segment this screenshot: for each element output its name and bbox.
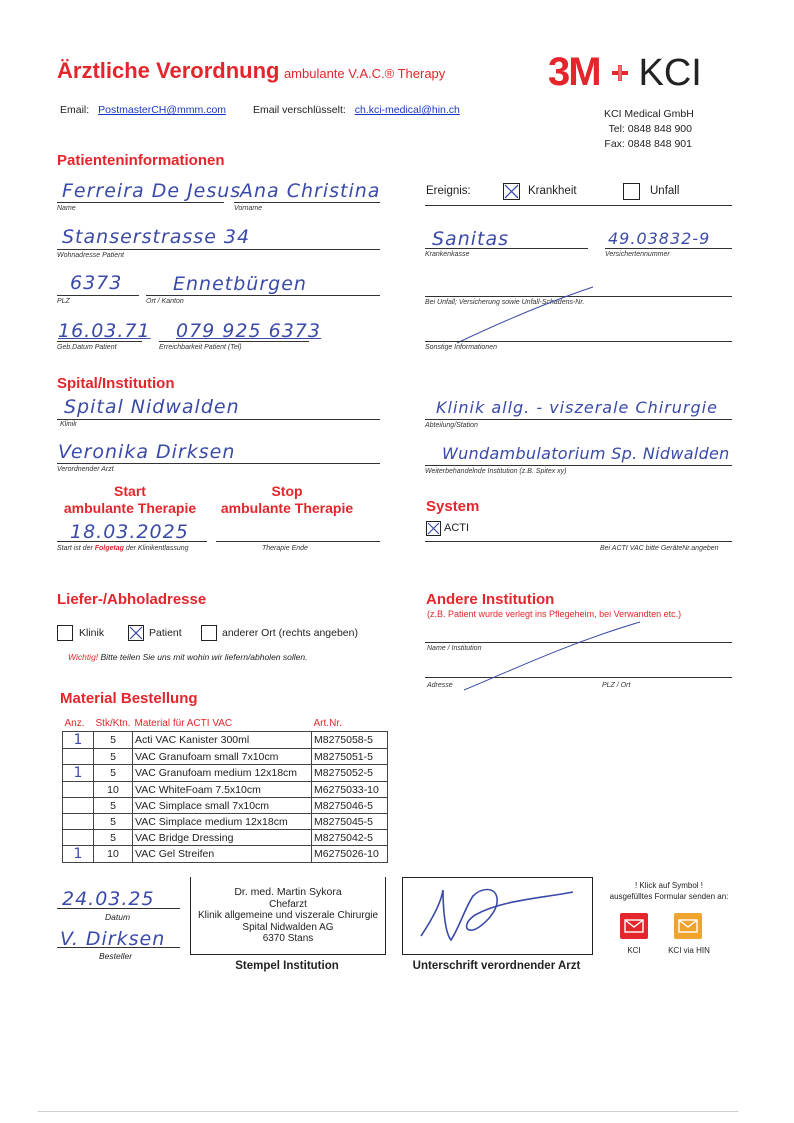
table-row	[63, 798, 388, 814]
patient-ort-value: Ennetbürgen	[173, 273, 307, 295]
row-stk: 5	[94, 765, 133, 782]
stop-therapie-title	[216, 483, 358, 517]
row-anz[interactable]	[63, 782, 94, 798]
envelope-icon	[620, 913, 648, 939]
row-material: VAC Granufoam small 7x10cm	[133, 749, 312, 765]
strike-through-line	[455, 285, 595, 345]
table-row	[63, 846, 388, 863]
liefer-note	[68, 652, 307, 662]
klinik-label: Klinik	[60, 421, 77, 428]
table-row	[63, 830, 388, 846]
stamp-line: 6370 Stans	[262, 933, 314, 944]
row-material: VAC Gel Streifen	[133, 846, 312, 863]
page-title	[57, 58, 445, 84]
check-mark-icon	[504, 184, 519, 199]
verordnender-arzt-label: Verordnender Arzt	[57, 466, 114, 473]
unfall-label: Unfall	[650, 185, 680, 197]
liefer-section-title: Liefer-/Abholadresse	[57, 591, 207, 608]
row-anz[interactable]: 1	[63, 765, 94, 782]
patient-tel-value: 079 925 6373	[176, 320, 321, 342]
stamp-line: Chefarzt	[269, 898, 307, 910]
unfall-checkbox[interactable]	[623, 183, 640, 200]
patient-dob-value: 16.03.71	[58, 320, 151, 342]
header-stk: Stk/Ktn.	[94, 716, 133, 732]
email-link[interactable]: PostmasterCH@mmm.com	[98, 104, 227, 116]
row-stk: 5	[94, 749, 133, 765]
abteilung-value: Klinik allg. - viszerale Chirurgie	[436, 398, 718, 417]
mail-hin-icon[interactable]	[674, 913, 702, 939]
row-stk: 10	[94, 846, 133, 863]
liefer-anderer-label: anderer Ort (rechts angeben)	[222, 627, 358, 639]
stamp-box	[190, 877, 386, 955]
logo-kci: KCI	[638, 52, 702, 94]
table-row	[63, 765, 388, 782]
bottom-rule	[38, 1111, 738, 1112]
patient-section-title: Patienteninformationen	[57, 152, 225, 169]
acti-label: ACTI	[444, 522, 470, 534]
table-row	[63, 814, 388, 830]
check-mark-icon	[129, 626, 143, 640]
liefer-patient-checkbox[interactable]	[128, 625, 144, 641]
liefer-klinik-label: Klinik	[79, 627, 105, 639]
row-material: VAC Bridge Dressing	[133, 830, 312, 846]
email-row	[60, 104, 226, 116]
stop-title-line1: Stop	[271, 483, 303, 499]
row-stk: 10	[94, 782, 133, 798]
klinik-value: Spital Nidwalden	[64, 396, 240, 418]
row-material: VAC WhiteFoam 7.5x10cm	[133, 782, 312, 798]
row-anz[interactable]	[63, 830, 94, 846]
table-row	[63, 749, 388, 765]
email-enc-row	[253, 104, 460, 116]
stop-title-line2: ambulante Therapie	[220, 500, 354, 516]
row-artnr: M8275052-5	[312, 765, 388, 782]
verordnender-arzt-value: Veronika Dirksen	[58, 441, 236, 463]
signature-box[interactable]	[402, 877, 593, 955]
logo-3m: 3M	[548, 50, 600, 94]
acti-checkbox[interactable]	[426, 521, 441, 536]
versichertennummer-value: 49.03832-9	[608, 229, 711, 248]
patient-plz-value: 6373	[70, 272, 123, 294]
ereignis-row	[426, 185, 471, 197]
stamp-text	[191, 877, 385, 945]
header-material: Material für ACTI VAC	[133, 716, 312, 732]
stamp-line: Dr. med. Martin Sykora	[234, 886, 342, 898]
row-artnr: M8275046-5	[312, 798, 388, 814]
row-anz[interactable]: 1	[63, 732, 94, 749]
start-caption-a: Start ist der	[57, 545, 95, 552]
patient-name-label: Name	[57, 205, 76, 212]
form-title: Ärztliche Verordnung	[57, 58, 280, 83]
besteller-value: V. Dirksen	[60, 928, 166, 950]
check-mark-icon	[427, 522, 440, 535]
strike-through-line	[462, 620, 642, 692]
row-artnr: M8275042-5	[312, 830, 388, 846]
system-caption: Bei ACTI VAC bitte GeräteNr.angeben	[600, 545, 719, 552]
start-caption-c: der Klinikentlassung	[123, 545, 189, 552]
liefer-anderer-checkbox[interactable]	[201, 625, 217, 641]
start-title-line1: Start	[114, 483, 146, 499]
email-enc-label: Email verschlüsselt:	[253, 104, 346, 116]
krankheit-checkbox[interactable]	[503, 183, 520, 200]
patient-address-label: Wohnadresse Patient	[57, 252, 124, 259]
krankenkasse-value: Sanitas	[432, 228, 510, 250]
row-material: VAC Granufoam medium 12x18cm	[133, 765, 312, 782]
row-artnr: M6275033-10	[312, 782, 388, 798]
andere-subtitle: (z.B. Patient wurde verlegt ins Pflegeheim, bei Verwandten etc.)	[427, 609, 682, 619]
row-material: Acti VAC Kanister 300ml	[133, 732, 312, 749]
start-therapie-title	[60, 483, 200, 517]
patient-dob-label: Geb.Datum Patient	[57, 344, 117, 351]
row-anz[interactable]: 1	[63, 846, 94, 863]
patient-address-value: Stanserstrasse 34	[62, 226, 251, 248]
row-artnr: M8275051-5	[312, 749, 388, 765]
material-table	[62, 716, 388, 863]
datum-value: 24.03.25	[62, 888, 155, 910]
abteilung-label: Abteilung/Station	[425, 422, 478, 429]
patient-tel-label: Erreichbarkeit Patient (Tel)	[159, 344, 242, 351]
ereignis-label: Ereignis:	[426, 185, 471, 197]
row-artnr: M6275026-10	[312, 846, 388, 863]
andere-adresse-label: Adresse	[427, 682, 453, 689]
patient-plz-label: PLZ	[57, 298, 70, 305]
versichertennummer-label: Versichertennummer	[605, 251, 670, 258]
signature-label: Unterschrift verordnender Arzt	[412, 960, 581, 972]
datum-label: Datum	[105, 912, 131, 922]
send-instructions	[598, 880, 740, 902]
envelope-icon	[674, 913, 702, 939]
besteller-label: Besteller	[99, 951, 133, 961]
stamp-line: Spital Nidwalden AG	[242, 921, 334, 933]
start-title-line2: ambulante Therapie	[63, 500, 197, 516]
liefer-patient-label: Patient	[149, 627, 182, 639]
email-enc-link[interactable]: ch.kci-medical@hin.ch	[354, 104, 460, 116]
logo-3m-kci	[548, 50, 702, 96]
krankheit-label: Krankheit	[528, 185, 577, 197]
unfall-versicherung-label: Bei Unfall; Versicherung sowie Unfall-Schadens-Nr.	[425, 299, 585, 306]
start-caption	[57, 545, 189, 552]
start-date-value: 18.03.2025	[70, 521, 189, 543]
stamp-line: Klinik allgemeine und viszerale Chirurgie	[197, 910, 379, 921]
material-section-title: Material Bestellung	[60, 690, 198, 707]
signature-drawing	[403, 878, 592, 954]
row-anz[interactable]	[63, 798, 94, 814]
row-anz[interactable]	[63, 814, 94, 830]
liefer-klinik-checkbox[interactable]	[57, 625, 73, 641]
send-line2: ausgefülltes Formular senden an:	[609, 892, 729, 901]
material-table-header	[63, 716, 388, 732]
send-line1: ! Klick auf Symbol !	[634, 881, 704, 890]
stop-caption: Therapie Ende	[262, 545, 308, 552]
andere-section-title: Andere Institution	[426, 591, 555, 608]
patient-ort-label: Ort / Kanton	[146, 298, 184, 305]
row-anz[interactable]	[63, 749, 94, 765]
weiterbehandelnde-value: Wundambulatorium Sp. Nidwalden	[442, 444, 730, 463]
stamp-label: Stempel Institution	[235, 960, 339, 972]
company-name: KCI Medical GmbH	[604, 108, 694, 120]
row-stk: 5	[94, 830, 133, 846]
spital-section-title: Spital/Institution	[57, 375, 175, 392]
row-material: VAC Simplace small 7x10cm	[133, 798, 312, 814]
row-artnr: M8275045-5	[312, 814, 388, 830]
row-artnr: M8275058-5	[312, 732, 388, 749]
plus-icon	[612, 65, 628, 86]
row-stk: 5	[94, 732, 133, 749]
system-section-title: System	[426, 498, 480, 515]
start-caption-b: Folgetag	[94, 545, 124, 552]
kci-label: KCI	[627, 946, 641, 955]
sonstige-label: Sonstige Informationen	[425, 344, 497, 351]
patient-vorname-value: Ana Christina	[240, 180, 381, 202]
table-row	[63, 732, 388, 749]
company-fax: Fax: 0848 848 901	[604, 138, 692, 150]
weiterbehandelnde-label: Weiterbehandelnde Institution (z.B. Spitex xy)	[425, 468, 567, 475]
form-subtitle: ambulante V.A.C.® Therapy	[283, 66, 446, 81]
header-anz: Anz.	[63, 716, 94, 732]
row-stk: 5	[94, 798, 133, 814]
krankenkasse-label: Krankenkasse	[425, 251, 470, 258]
liefer-note-warning: Wichtig!	[68, 652, 99, 662]
patient-vorname-label: Vorname	[234, 205, 263, 212]
company-block	[604, 107, 692, 152]
header-artnr: Art.Nr.	[312, 716, 388, 732]
table-row	[63, 782, 388, 798]
email-label: Email:	[60, 104, 90, 116]
hin-label: KCI via HIN	[668, 946, 710, 955]
andere-plz-label: PLZ / Ort	[602, 682, 631, 689]
liefer-note-text: Bitte teilen Sie uns mit wohin wir liefern/abholen sollen.	[98, 652, 308, 662]
patient-name-value: Ferreira De Jesus	[62, 180, 242, 202]
company-tel: Tel: 0848 848 900	[608, 123, 692, 135]
row-material: VAC Simplace medium 12x18cm	[133, 814, 312, 830]
andere-name-label: Name / Institution	[427, 645, 482, 652]
row-stk: 5	[94, 814, 133, 830]
mail-kci-icon[interactable]	[620, 913, 648, 939]
